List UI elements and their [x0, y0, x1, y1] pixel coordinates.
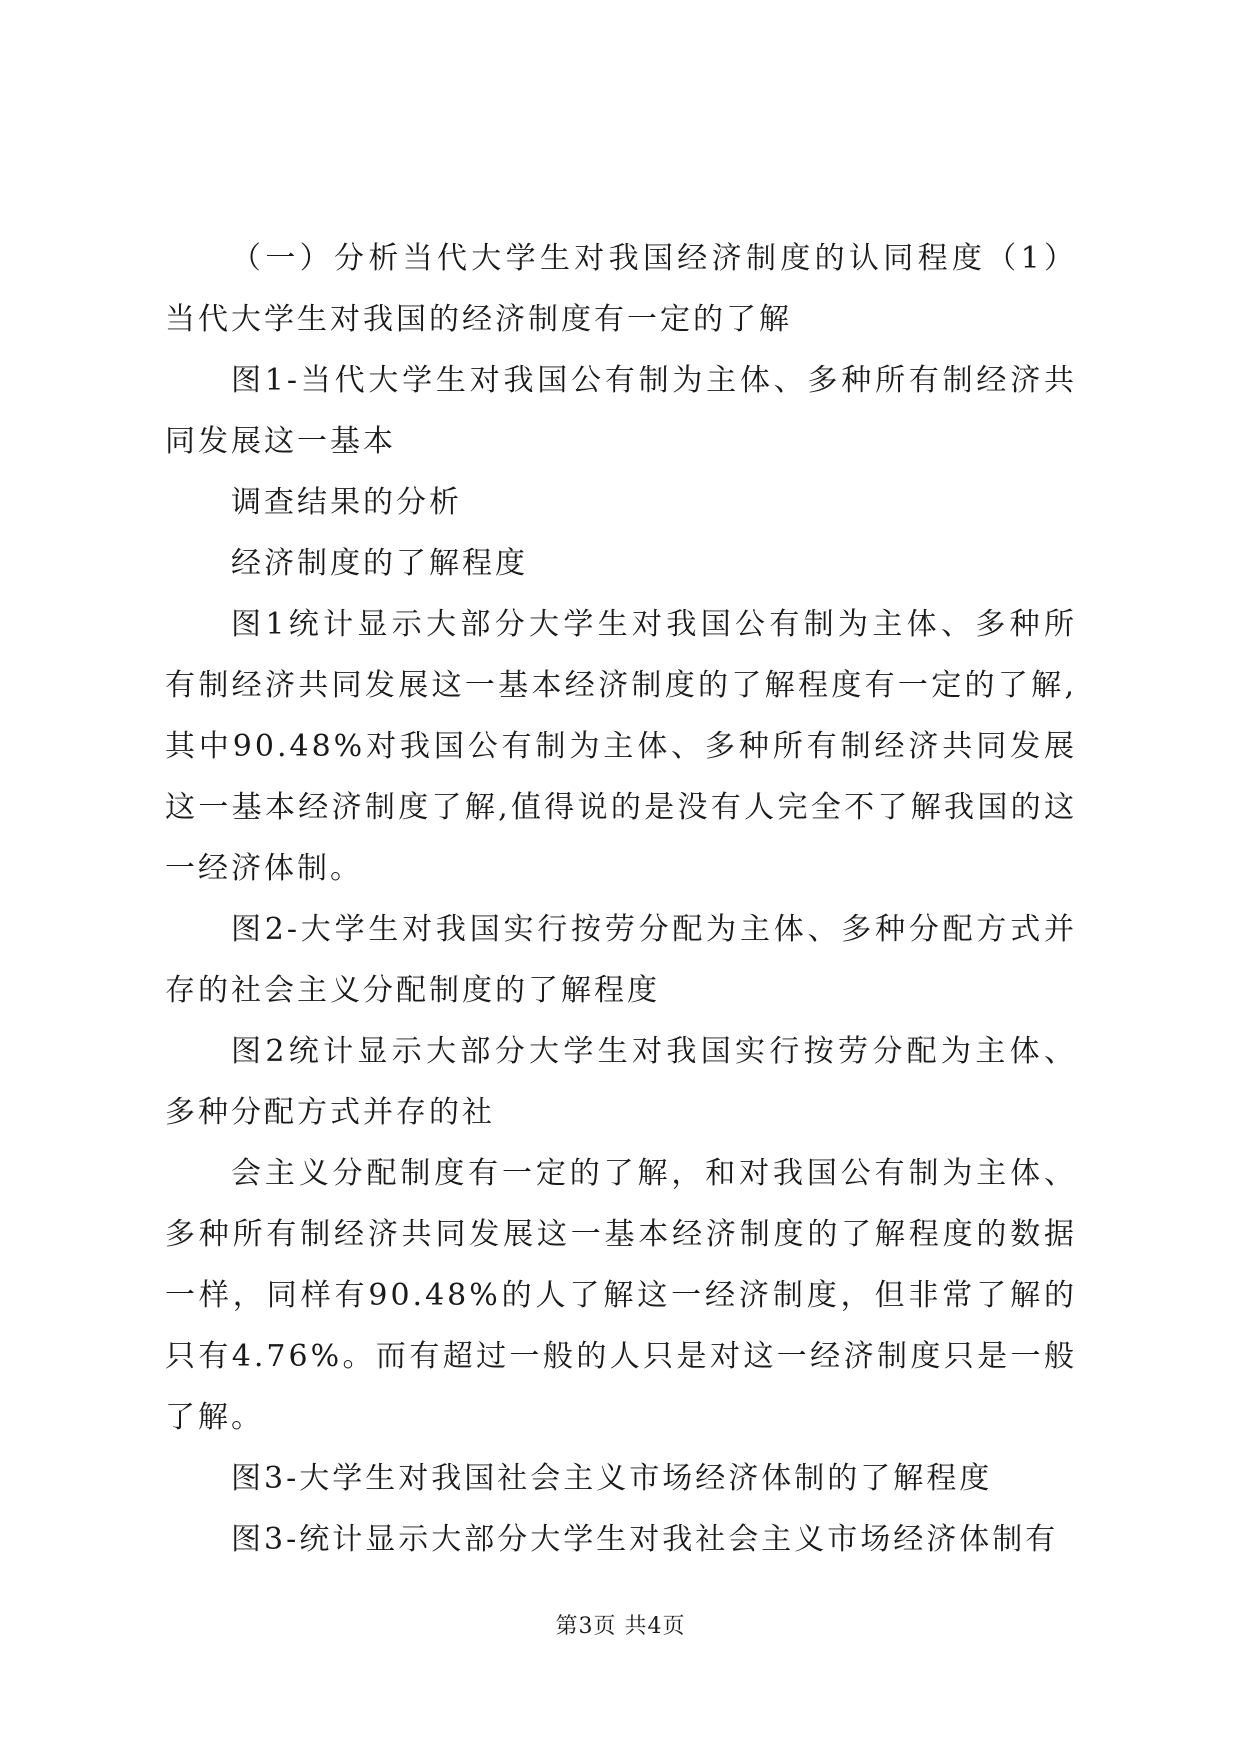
page-number-footer: 第3页 共4页 [555, 1614, 686, 1639]
paragraph-figure1-analysis: 图1统计显示大部分大学生对我国公有制为主体、多种所有制经济共同发展这一基本经济制度的了解程度有一定的了解,其中90.48%对我国公有制为主体、多种所有制经济共同发展这一基本经济制度了解,值得说的是没有人完全不了解我国的这一经济体制。 [165, 607, 1077, 886]
paragraph-figure1-caption: 图1-当代大学生对我国公有制为主体、多种所有制经济共同发展这一基本 [165, 363, 1077, 459]
paragraph-understanding-level: 经济制度的了解程度 [231, 546, 528, 581]
paragraph-figure3-caption: 图3-大学生对我国社会主义市场经济体制的了解程度 [231, 1461, 993, 1496]
paragraph-figure2-caption: 图2-大学生对我国实行按劳分配为主体、多种分配方式并存的社会主义分配制度的了解程度 [165, 912, 1077, 1008]
paragraph-figure2-analysis-start: 图2统计显示大部分大学生对我国实行按劳分配为主体、多种分配方式并存的社 [165, 1034, 1077, 1130]
body-text [165, 228, 1077, 1570]
paragraph-figure2-analysis-cont: 会主义分配制度有一定的了解，和对我国公有制为主体、多种所有制经济共同发展这一基本经济制度的了解程度的数据一样，同样有90.48%的人了解这一经济制度，但非常了解的只有4.76%。而有超过一般的人只是对这一经济制度只是一般了解。 [165, 1156, 1077, 1435]
paragraph-figure3-analysis: 图3-统计显示大部分大学生对我社会主义市场经济体制有 [231, 1522, 1059, 1557]
paragraph-section-heading: （一）分析当代大学生对我国经济制度的认同程度（1）当代大学生对我国的经济制度有一定的了解 [165, 241, 1077, 337]
paragraph-survey-analysis: 调查结果的分析 [231, 485, 462, 520]
